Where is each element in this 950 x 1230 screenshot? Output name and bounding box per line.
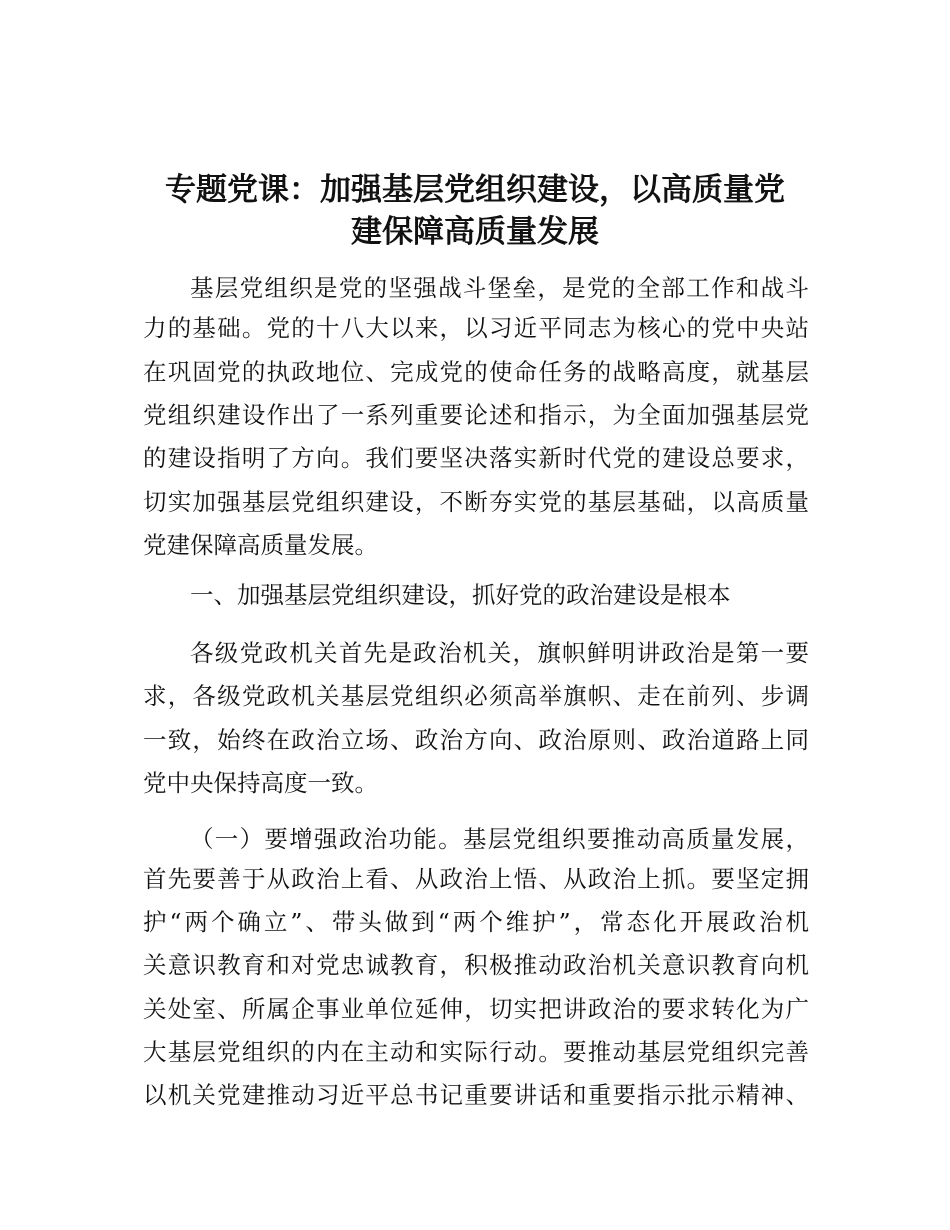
- paragraph-3-line-2: 求，各级党政机关基层党组织必须高举旗帜、走在前列、步调: [143, 682, 809, 710]
- paragraph-1-line-5: 的建设指明了方向。我们要坚决落实新时代党的建设总要求，: [143, 444, 809, 472]
- paragraph-4-line-5: 关处室、所属企事业单位延伸，切实把讲政治的要求转化为广: [143, 995, 809, 1023]
- paragraph-1-line-3: 在巩固党的执政地位、完成党的使命任务的战略高度，就基层: [143, 358, 809, 386]
- document-title-line-1: 专题党课：加强基层党组织建设，以高质量党: [165, 172, 785, 208]
- paragraph-3-line-3: 一致，始终在政治立场、政治方向、政治原则、政治道路上同: [143, 726, 809, 754]
- paragraph-4-line-4: 关意识教育和对党忠诚教育，积极推动政治机关意识教育向机: [143, 951, 809, 979]
- paragraph-1-line-2: 力的基础。党的十八大以来，以习近平同志为核心的党中央站: [143, 314, 809, 342]
- paragraph-3-line-4: 党中央保持高度一致。: [143, 769, 378, 797]
- paragraph-4-line-3: 护“两个确立”、带头做到“两个维护”，常态化开展政治机: [143, 908, 809, 936]
- paragraph-4-line-6: 大基层党组织的内在主动和实际行动。要推动基层党组织完善: [143, 1038, 809, 1066]
- paragraph-4-line-2: 首先要善于从政治上看、从政治上悟、从政治上抓。要坚定拥: [143, 865, 809, 893]
- paragraph-4-line-1: （一）要增强政治功能。基层党组织要推动高质量发展，: [190, 825, 809, 853]
- paragraph-1-line-7: 党建保障高质量发展。: [143, 531, 378, 559]
- paragraph-3-line-1: 各级党政机关首先是政治机关，旗帜鲜明讲政治是第一要: [190, 639, 809, 667]
- paragraph-1-line-1: 基层党组织是党的坚强战斗堡垒，是党的全部工作和战斗: [190, 274, 809, 302]
- document-title-line-2: 建保障高质量发展: [351, 214, 599, 250]
- paragraph-4-line-7: 以机关党建推动习近平总书记重要讲话和重要指示批示精神、: [143, 1081, 809, 1109]
- paragraph-1-line-6: 切实加强基层党组织建设，不断夯实党的基层基础，以高质量: [143, 488, 809, 516]
- paragraph-1-line-4: 党组织建设作出了一系列重要论述和指示，为全面加强基层党: [143, 401, 809, 429]
- section-heading-1: 一、加强基层党组织建设，抓好党的政治建设是根本: [190, 581, 731, 609]
